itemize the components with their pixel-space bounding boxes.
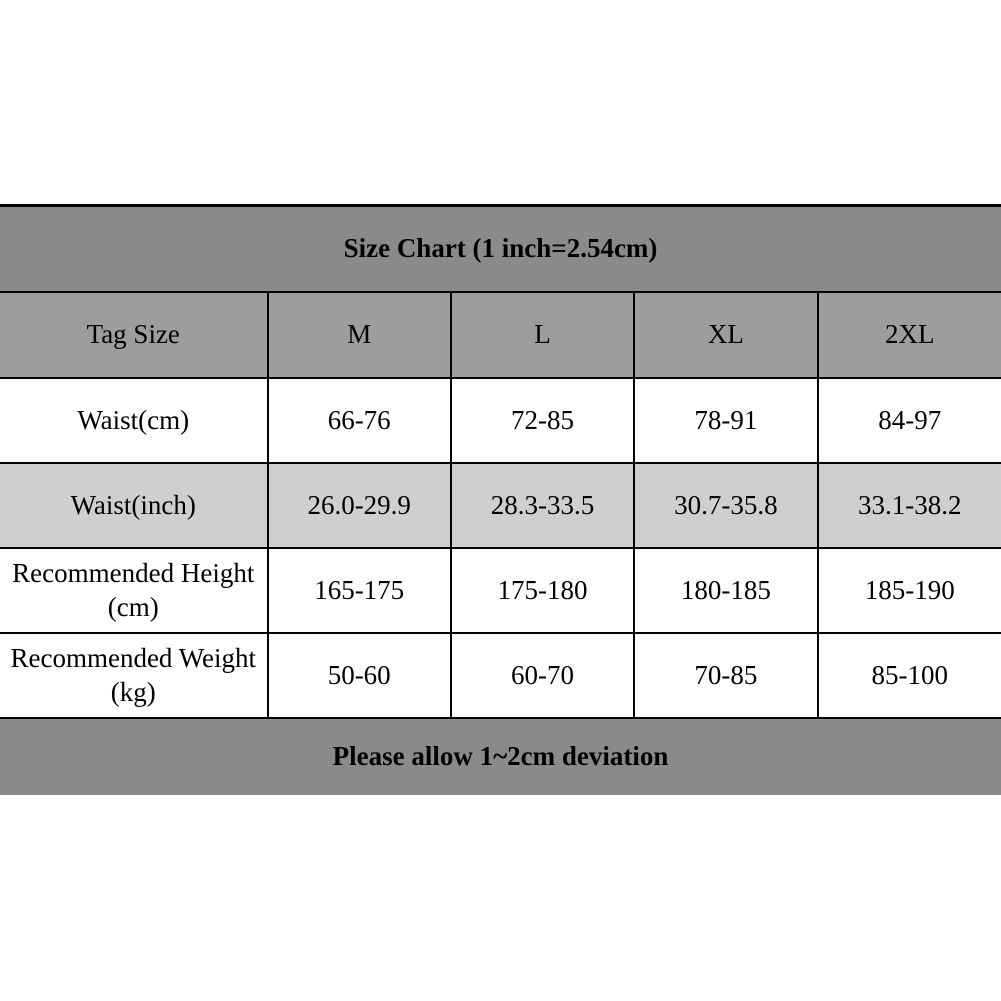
- cell-height-2xl: 185-190: [818, 548, 1001, 633]
- cell-weight-l: 60-70: [451, 633, 634, 718]
- row-label-recommended-height: Recommended Height (cm): [0, 548, 268, 633]
- cell-waist-cm-l: 72-85: [451, 378, 634, 463]
- column-header-tag-size: Tag Size: [0, 292, 268, 378]
- deviation-note: Please allow 1~2cm deviation: [0, 718, 1001, 795]
- chart-title-row: [0, 207, 1001, 292]
- cell-weight-m: 50-60: [268, 633, 451, 718]
- row-label-waist-inch: Waist(inch): [0, 463, 268, 548]
- cell-height-l: 175-180: [451, 548, 634, 633]
- size-chart-table: [0, 207, 1001, 795]
- cell-waist-cm-m: 66-76: [268, 378, 451, 463]
- table-row: [0, 548, 1001, 633]
- table-row: [0, 378, 1001, 463]
- cell-waist-inch-l: 28.3-33.5: [451, 463, 634, 548]
- cell-weight-xl: 70-85: [634, 633, 817, 718]
- table-row: [0, 463, 1001, 548]
- row-label-recommended-weight: Recommended Weight (kg): [0, 633, 268, 718]
- column-header-l: L: [451, 292, 634, 378]
- cell-weight-2xl: 85-100: [818, 633, 1001, 718]
- column-header-xl: XL: [634, 292, 817, 378]
- cell-waist-cm-xl: 78-91: [634, 378, 817, 463]
- row-label-waist-cm: Waist(cm): [0, 378, 268, 463]
- cell-waist-inch-2xl: 33.1-38.2: [818, 463, 1001, 548]
- cell-waist-inch-xl: 30.7-35.8: [634, 463, 817, 548]
- table-header-row: [0, 292, 1001, 378]
- cell-height-xl: 180-185: [634, 548, 817, 633]
- cell-height-m: 165-175: [268, 548, 451, 633]
- chart-title: Size Chart (1 inch=2.54cm): [0, 207, 1001, 292]
- size-chart-container: [0, 204, 1001, 782]
- chart-footer-row: [0, 718, 1001, 795]
- table-row: [0, 633, 1001, 718]
- cell-waist-inch-m: 26.0-29.9: [268, 463, 451, 548]
- column-header-2xl: 2XL: [818, 292, 1001, 378]
- column-header-m: M: [268, 292, 451, 378]
- cell-waist-cm-2xl: 84-97: [818, 378, 1001, 463]
